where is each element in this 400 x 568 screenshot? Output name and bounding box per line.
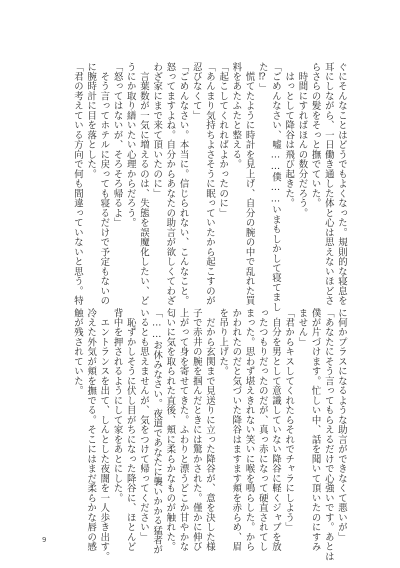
text-line: 触が残されていた。 <box>71 308 83 396</box>
text-line: 背中を押されるようにして家をあとにした。 <box>111 308 123 503</box>
text-line: 「……お休みなさい。夜道であなたに襲いかかる猛者が <box>151 308 163 555</box>
text-line: わざ家にまで来て頂いたのに」 <box>151 62 163 199</box>
text-line: かわれたのだと気づいた降谷はますます頬を赤らめ、眉 <box>230 308 242 552</box>
text-line: ったつもりだったのだが、真っ赤になって硬直されてし <box>256 308 268 552</box>
text-line: 耳にしながら、一日働き通した体と心は思えないほどさ <box>322 62 334 306</box>
text-line: に何かプラスになるような助言ができなくて悪いが」 <box>336 308 347 542</box>
text-line: 冷えた外気が頬を撫でる。そこにはまだ柔らかな唇の感 <box>85 308 97 552</box>
text-line: 「君からキスしてくれたらそれでチャラにしよう」 <box>283 308 295 533</box>
text-line: まった。思わず堪えきれない笑いに喉を鳴らした。から <box>243 308 255 552</box>
text-line: 料をあたふたと整える。 <box>230 62 242 170</box>
text-line: ません」 <box>296 308 308 347</box>
text-line: 上がって身を寄せてきた。ふわりと漂うどこか甘やかな <box>177 308 189 552</box>
text-line: 僕が片づけます。忙しい中、話を聞いて頂いたのにすみ <box>309 308 321 552</box>
text-block-upper <box>71 62 348 312</box>
text-line: うにか取り繕いたい心理からだろう。 <box>124 62 136 228</box>
text-line: た⁉」 <box>256 62 268 93</box>
text-line: いるとも思えませんが、気をつけて帰ってください」 <box>137 308 149 542</box>
text-line: そう言ってホテルに戻っても寝るだけで予定もないの <box>98 62 110 306</box>
text-line: 「起こしてくれればよかったのに」 <box>217 62 229 218</box>
text-line: 「あんまり気持ちよさそうに眠っていたから起こすのが <box>203 62 215 306</box>
text-line: だから玄関まで見送りに立った降谷が、意を決した様 <box>203 308 215 552</box>
text-line: に腕時計に目を落とした。 <box>85 62 97 179</box>
text-line: 怒ってますよね。自分からあなたの助言が欲しくてわざ <box>164 62 176 306</box>
page-number: 9 <box>42 536 47 544</box>
text-line: 時間にすればほんの数分だろう。 <box>296 62 308 218</box>
text-line: 子で赤井の腕を掴んだときには驚かされた。僅かに伸び <box>190 308 202 552</box>
text-line: 「ごめんなさい。本当に。信じられない、こんなこと。 <box>177 62 189 306</box>
text-line: 「怒ってはないが、そろそろ帰るよ」 <box>111 62 123 228</box>
text-line: 恥ずかしそうに伏し目がちになった降谷に、ほとんど <box>124 308 136 552</box>
text-block-lower <box>71 308 348 562</box>
text-line: エントランスを出て、しんとした夜闇を一人歩き出す。 <box>98 308 110 562</box>
text-line: 自分を男として意識していない降谷に軽くジャブを放 <box>269 308 281 552</box>
text-line: ぐにそんなことはどうでもよくなった。規則的な寝息を <box>336 62 347 306</box>
text-line: はっとして降谷は飛び起きた。 <box>283 62 295 209</box>
text-line: 言葉数が一気に増えるのは、失態を誤魔化したい、ど <box>137 62 149 306</box>
text-line: 「君の考えている方向で何も間違っていないと思う。特 <box>71 62 83 306</box>
text-line: 慌てたように時計を見上げ、自分の腕の中で乱れた買 <box>243 62 255 306</box>
text-line: を吊り上げた。 <box>217 308 229 377</box>
text-line: 匂いに気を取られた直後、頬に柔らかなものが触れた。 <box>164 308 176 552</box>
text-line: らさらの髪をそっと撫でていた。 <box>309 62 321 209</box>
text-line: 「ごめんなさい、嘘……僕……いまもしかして寝てまし <box>269 62 281 312</box>
text-line: 忍びなくて」 <box>190 62 202 121</box>
text-line: 「あなたにそう言ってもらえるだけで心強いです。あとは <box>322 308 334 562</box>
